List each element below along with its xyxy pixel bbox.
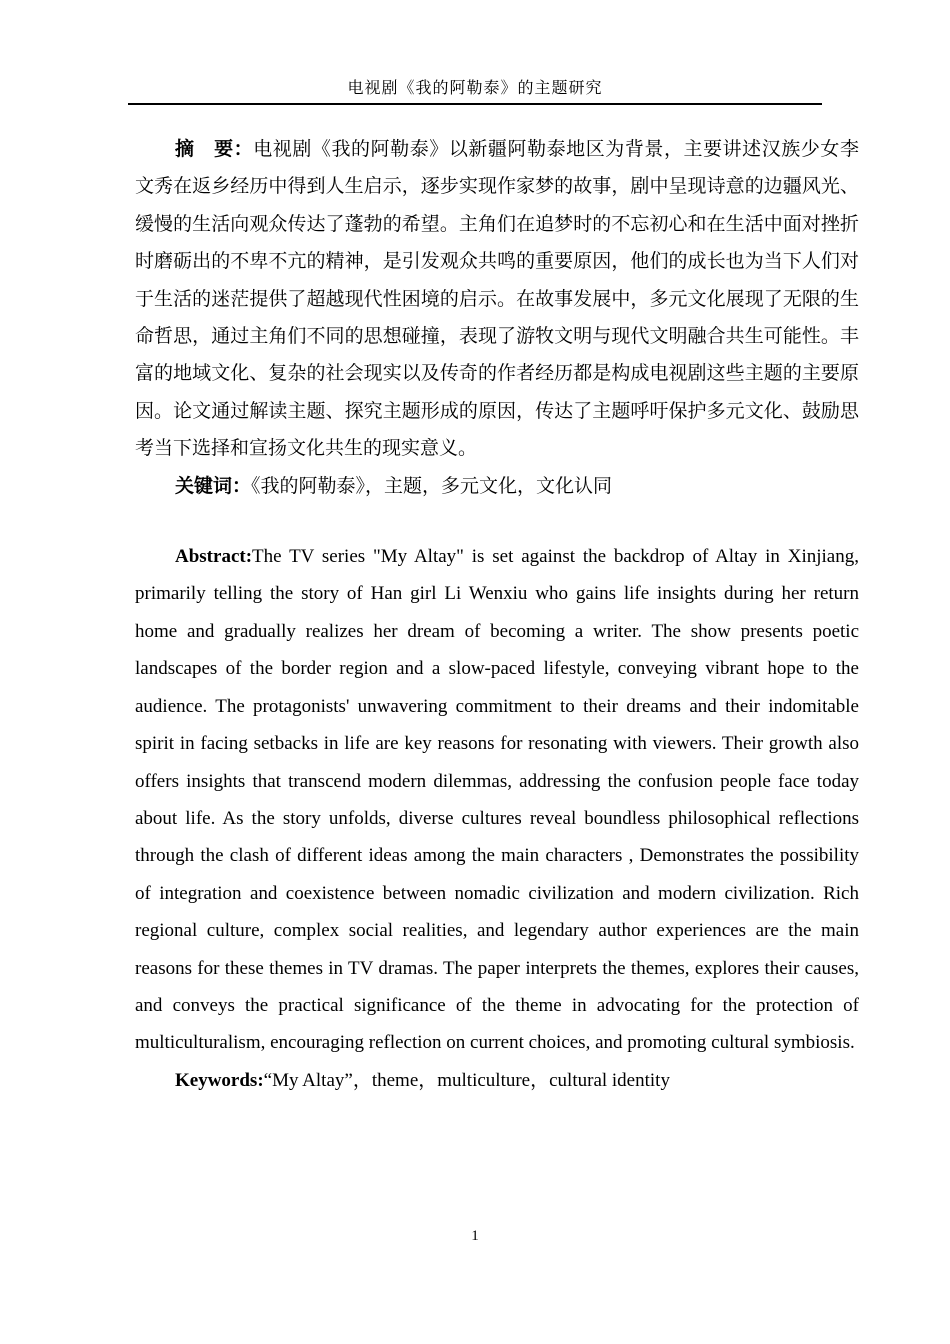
abstract-en-paragraph xyxy=(135,538,859,1062)
page-body xyxy=(135,131,859,1099)
keywords-cn-label: 关键词： xyxy=(175,475,252,497)
keywords-en-text: “My Altay”，theme，multiculture，cultural identity xyxy=(263,1069,670,1091)
keywords-en-label: Keywords: xyxy=(175,1069,264,1091)
page-header xyxy=(128,0,822,105)
abstract-cn-text: 电视剧《我的阿勒泰》以新疆阿勒泰地区为背景，主要讲述汉族少女李文秀在返乡经历中得到人生启示，逐步实现作家梦的故事，剧中呈现诗意的边疆风光、缓慢的生活向观众传达了蓬勃的希望。主角们在追梦时的不忘初心和在生活中面对挫折时磨砺出的不卑不亢的精神，是引发观众共鸣的重要原因，他们的成长也为当下人们对于生活的迷茫提供了超越现代性困境的启示。在故事发展中，多元文化展现了无限的生命哲思，通过主角们不同的思想碰撞，表现了游牧文明与现代文明融合共生可能性。丰富的地域文化、复杂的社会现实以及传奇的作者经历都是构成电视剧这些主题的主要原因。论文通过解读主题、探究主题形成的原因，传达了主题呼吁保护多元文化、鼓励思考当下选择和宣扬文化共生的现实意义。 xyxy=(135,139,859,460)
abstract-en-text: The TV series "My Altay" is set against the backdrop of Altay in Xinjiang, primarily telling the story of Han girl Li Wenxiu who gains life insights during her return home and gradually realizes her dream of becoming a writer. The show presents poetic landscapes of the border region and a slow-paced lifestyle, conveying vibrant hope to the audience. The protagonists' unwavering commitment to their dreams and their indomitable spirit in facing setbacks in life are key reasons for resonating with viewers. Their growth also offers insights that transcend modern dilemmas, addressing the confusion people face today about life. As the story unfolds, diverse cultures reveal boundless philosophical reflections through the clash of different ideas among the main characters , Demonstrates the possibility of integration and coexistence between nomadic civilization and modern civilization. Rich regional culture, complex social realities, and legendary author experiences are the main reasons for these themes in TV dramas. The paper interprets the themes, explores their causes, and conveys the practical significance of the theme in advocating for the protection of multiculturalism, encouraging reflection on current choices, and promoting cultural symbiosis. xyxy=(135,546,859,1054)
header-title: 电视剧《我的阿勒泰》的主题研究 xyxy=(128,78,822,105)
page-number: 1 xyxy=(471,1228,479,1244)
page-footer xyxy=(0,1226,950,1246)
abstract-cn-label: 摘 要： xyxy=(175,139,254,160)
abstract-cn-paragraph xyxy=(135,131,859,468)
keywords-cn-paragraph xyxy=(135,468,859,505)
abstract-en-label: Abstract: xyxy=(175,546,253,568)
keywords-cn-text: 《我的阿勒泰》，主题，多元文化，文化认同 xyxy=(251,475,613,497)
keywords-en-paragraph xyxy=(135,1062,859,1099)
